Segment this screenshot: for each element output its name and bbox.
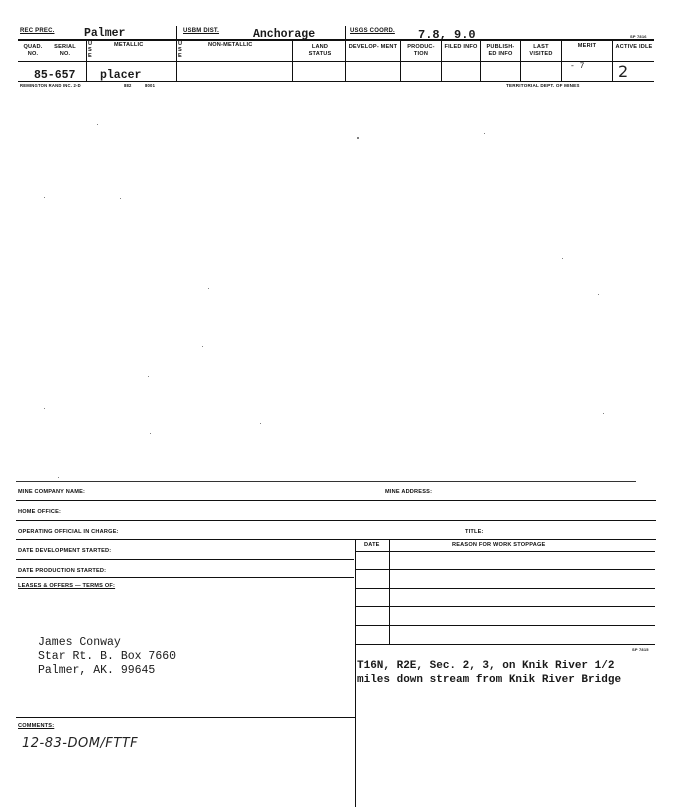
stop-date-divider: [389, 539, 390, 644]
col-use-2: U S E: [178, 41, 183, 59]
col-line-land: [292, 40, 293, 81]
date-production-label: DATE PRODUCTION STARTED:: [18, 568, 107, 574]
mine-company-name-label: MINE COMPANY NAME:: [18, 489, 86, 495]
usgs-coord-label: USGS COORD.: [350, 28, 395, 34]
printer-credit: REMINGTON RAND INC. 2-D: [20, 83, 81, 88]
title-label: TITLE:: [465, 529, 484, 535]
entry-merit-mark: - 7: [570, 62, 585, 71]
department-credit: TERRITORIAL DEPT. OF MINES: [506, 83, 580, 88]
comment-note: 12-83-DOM/FTTF: [22, 736, 139, 751]
operating-official-label: OPERATING OFFICIAL IN CHARGE:: [18, 529, 119, 535]
form-code-2: SP 7815: [632, 647, 649, 652]
col-line-dev: [345, 40, 346, 81]
usbm-dist-value: Anchorage: [253, 28, 316, 41]
owner-address-1: Star Rt. B. Box 7660: [38, 650, 177, 663]
stop-row-1: [355, 569, 655, 570]
entry-serial: 85-657: [34, 69, 76, 82]
stop-row-5: [355, 644, 655, 645]
columns-bottom-line: [18, 61, 654, 62]
stop-row-3: [355, 606, 655, 607]
row1-divider-1: [176, 26, 177, 40]
col-line-active: [612, 40, 613, 81]
leases-label: LEASES & OFFERS — TERMS OF:: [18, 583, 116, 589]
col-land-status: LAND STATUS: [308, 44, 332, 58]
printer-code-2: 8001: [145, 83, 156, 88]
location-line-1: T16N, R2E, Sec. 2, 3, on Knik River 1/2: [357, 660, 615, 672]
col-serial-no: SERIAL NO.: [54, 44, 76, 58]
comments-label: COMMENTS:: [18, 723, 55, 729]
col-last-visited: LAST VISITED: [529, 44, 553, 58]
col-line-merit: [561, 40, 562, 81]
reason-col-label: REASON FOR WORK STOPPAGE: [452, 542, 546, 548]
col-non-metallic: NON-METALLIC: [208, 42, 253, 48]
col-filed-info: FILED INFO: [444, 44, 478, 50]
rec-prec-label: REC PREC.: [20, 28, 55, 34]
home-office-label: HOME OFFICE:: [18, 509, 62, 515]
center-divider: [355, 539, 356, 807]
col-use-1: U S E: [88, 41, 93, 59]
col-quad-no: QUAD. NO.: [23, 44, 43, 58]
line-after-home: [16, 520, 656, 521]
col-line-pub: [480, 40, 481, 81]
date-col-label: DATE: [364, 542, 380, 548]
owner-address-2: Palmer, AK. 99645: [38, 664, 156, 677]
usbm-dist-label: USBM DIST.: [183, 28, 220, 34]
lower-top-rule: [16, 481, 636, 482]
columns-top-line: [18, 40, 654, 41]
date-development-label: DATE DEVELOPMENT STARTED:: [18, 548, 112, 554]
location-line-2: miles down stream from Knik River Bridge: [357, 674, 622, 686]
form-code: SP 7816: [630, 34, 647, 39]
usgs-coord-value: 7.8, 9.0: [418, 28, 476, 42]
entry-metallic: placer: [100, 69, 142, 82]
col-published-info: PUBLISH- ED INFO: [486, 44, 515, 58]
mine-address-label: MINE ADDRESS:: [385, 489, 433, 495]
line-after-prod: [16, 577, 354, 578]
col-line-filed: [441, 40, 442, 81]
col-line-use1: [86, 40, 87, 81]
entry-active-idle: 2: [618, 62, 629, 81]
col-merit: MERIT: [577, 43, 597, 49]
stop-row-2: [355, 588, 655, 589]
line-after-dev: [16, 559, 354, 560]
row1-divider-2: [345, 26, 346, 40]
owner-name: James Conway: [38, 636, 121, 649]
col-active-idle: ACTIVE IDLE: [615, 44, 653, 50]
line-before-comments: [16, 717, 355, 718]
col-line-prod: [400, 40, 401, 81]
col-production: PRODUC- TION: [407, 44, 435, 58]
line-after-official: [16, 539, 656, 540]
col-development: DEVELOP- MENT: [348, 44, 398, 50]
stop-row-4: [355, 625, 655, 626]
rec-prec-value: Palmer: [84, 27, 126, 40]
col-metallic: METALLIC: [114, 42, 144, 48]
line-work-stoppage-header: [355, 551, 655, 552]
line-after-company: [16, 500, 656, 501]
col-line-use2: [176, 40, 177, 81]
printer-code-1: 882: [124, 83, 132, 88]
col-line-last: [520, 40, 521, 81]
